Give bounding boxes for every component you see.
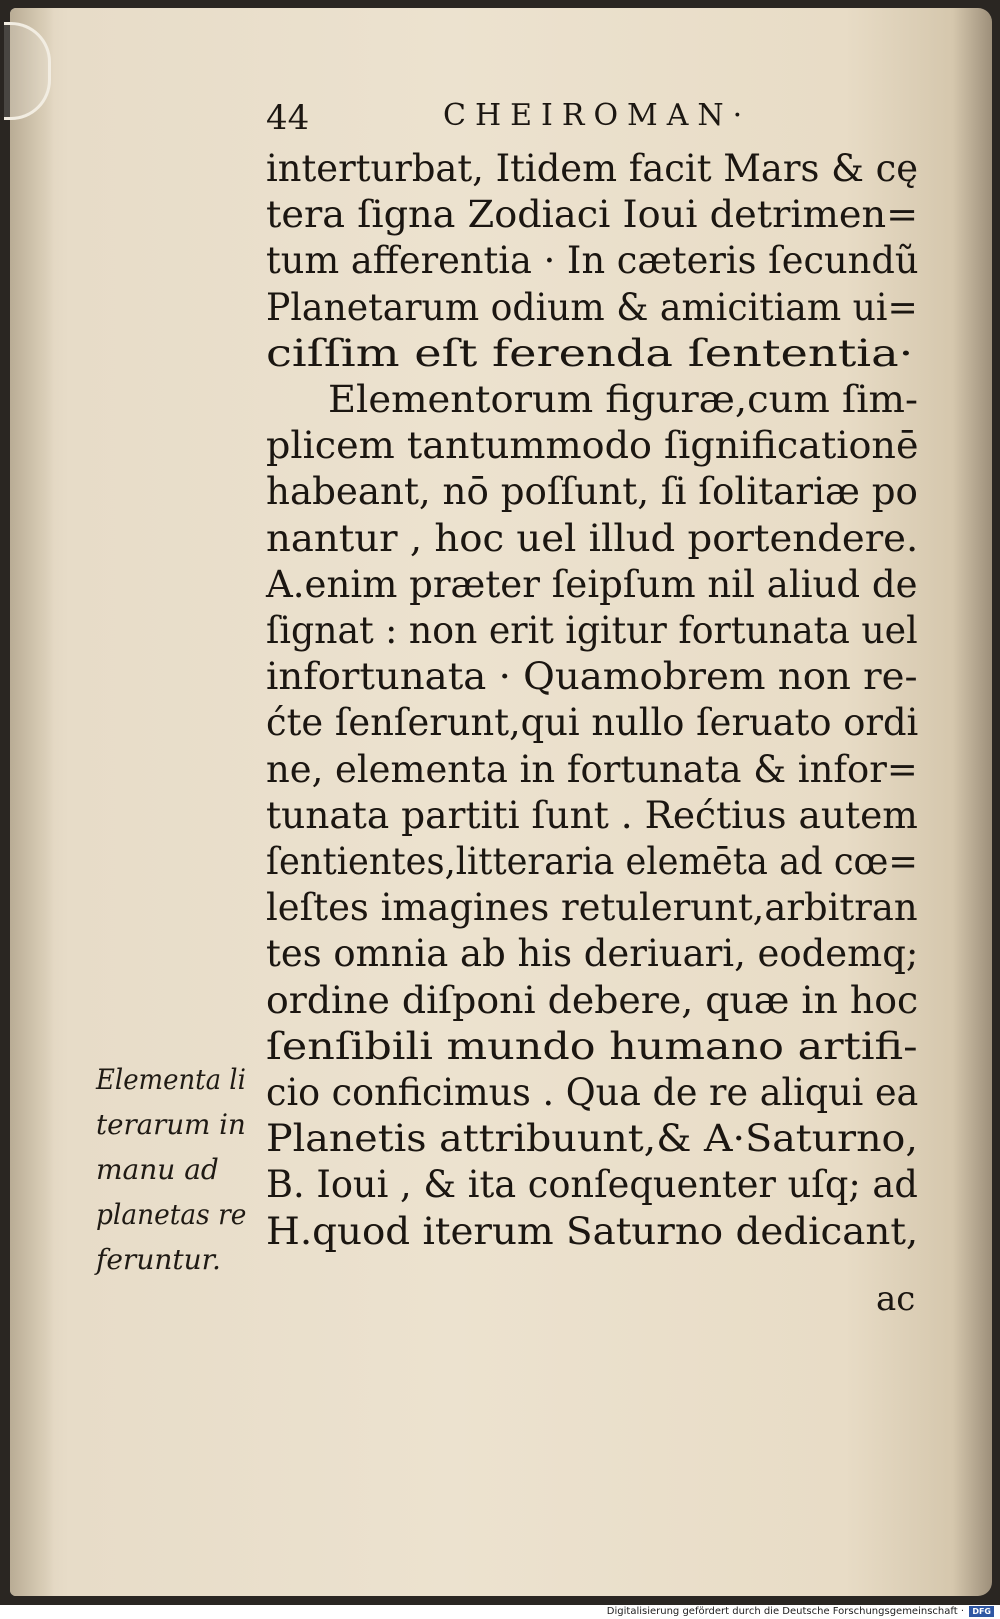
text-line: ciſſim eſt ferenda ſententia·: [266, 331, 914, 375]
margin-note-line: manu ad: [96, 1153, 219, 1186]
text-line: nantur , hoc uel illud portendere.: [266, 516, 919, 560]
text-line: tum afferentia · In cæteris ſecundũ: [266, 239, 919, 283]
text-line: Planetis attribuunt,& A·Saturno,: [266, 1117, 918, 1161]
margin-note-line: planetas re: [96, 1198, 247, 1231]
text-line: ne, elementa in fortunata & infor=: [266, 747, 918, 791]
text-line: interturbat, Itidem facit Mars & cę: [266, 147, 919, 190]
footer-credit: Digitalisierung gefördert durch die Deutsche Forschungsgemeinschaft ·: [606, 1606, 964, 1617]
text-line: Elementorum figuræ,cum ſim-: [328, 378, 918, 421]
text-line: leſtes imagines retulerunt,arbitran: [266, 886, 918, 930]
text-line: ſignat : non erit igitur fortunata uel: [266, 609, 918, 652]
dfg-logo: DFG: [969, 1606, 994, 1617]
running-head-title: CHEIROMAN·: [443, 98, 752, 133]
text-line: H.quod iterum Saturno dedicant,: [266, 1209, 919, 1253]
text-line: ſenſibili mundo humano artifi-: [266, 1024, 918, 1068]
text-line: ordine diſponi debere, quæ in hoc: [266, 978, 919, 1022]
text-line: habeant, nō poſſunt, ſi ſolitariæ po: [266, 470, 918, 514]
text-line: plicem tantummodo ſignificationē: [266, 424, 919, 468]
margin-note-line: terarum in: [96, 1108, 246, 1141]
text-line: cio conficimus . Qua de re aliqui ea: [266, 1071, 919, 1114]
margin-note-line: Elementa li: [96, 1063, 246, 1096]
text-line: infortunata · Quamobrem non re-: [266, 655, 918, 699]
page-number: 44: [266, 98, 310, 138]
text-line: tes omnia ab his deriuari, eodemq;: [266, 932, 919, 976]
text-line: B. Ioui , & ita conſequenter uſq; ad: [266, 1163, 918, 1207]
catchword: ac: [876, 1279, 916, 1319]
text-line: ſentientes,litteraria elemēta ad cœ=: [266, 840, 918, 883]
text-line: tunata partiti ſunt . Rećtius autem: [266, 793, 918, 837]
text-line: A.enim præter ſeipſum nil aliud de: [266, 562, 918, 606]
text-line: ćte ſenſerunt,qui nullo ſeruato ordi: [266, 701, 919, 745]
margin-note-line: feruntur.: [96, 1243, 221, 1276]
text-line: tera ſigna Zodiaci Ioui detrimen=: [266, 193, 919, 237]
text-line: Planetarum odium & amicitiam ui=: [266, 285, 918, 329]
page-gutter: [10, 8, 54, 1596]
